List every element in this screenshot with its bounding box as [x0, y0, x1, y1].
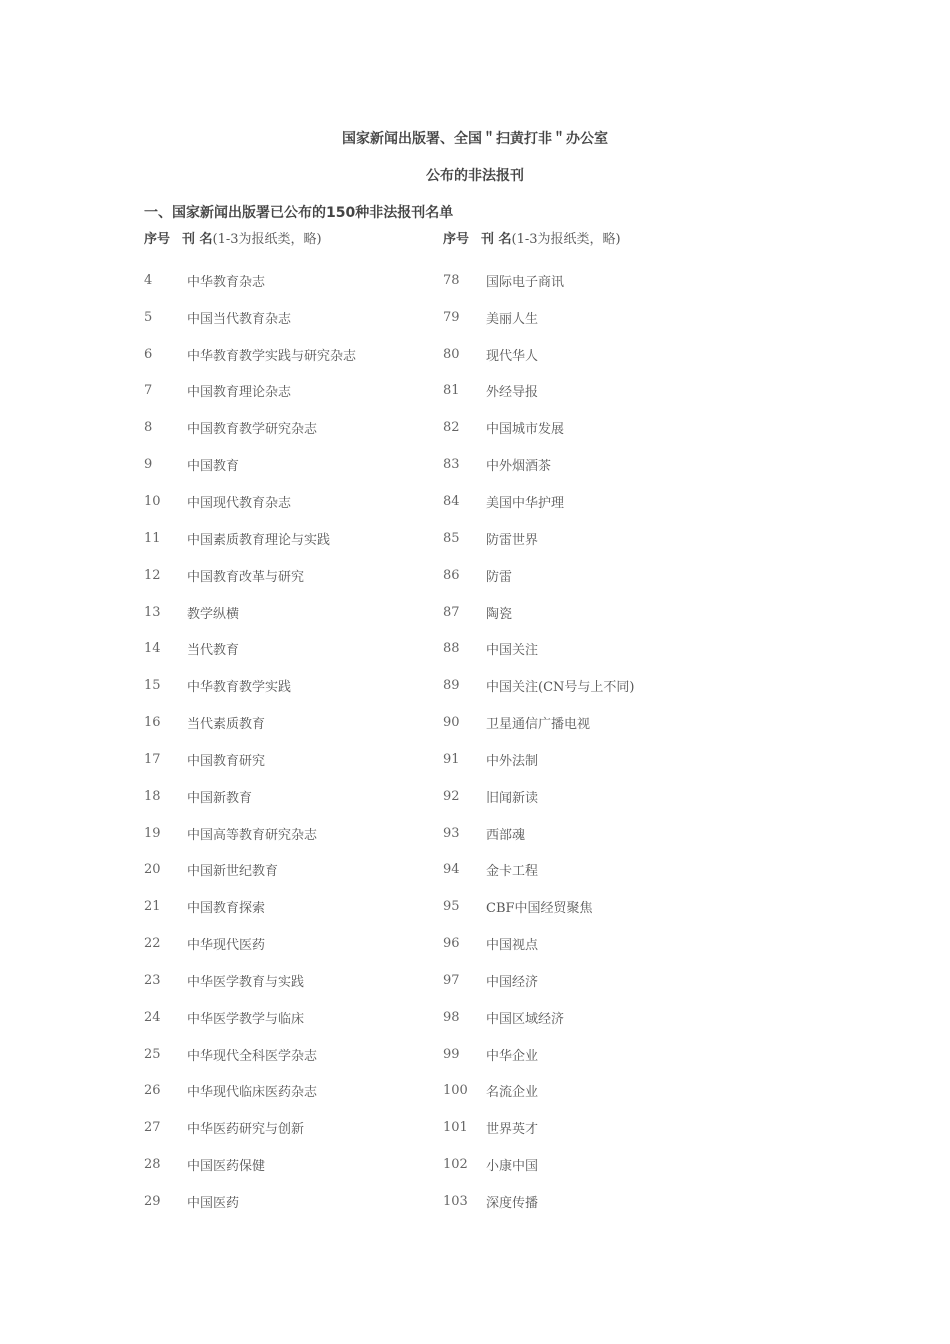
item-title: 中国当代教育杂志 [187, 311, 292, 327]
item-title: 中国教育教学研究杂志 [187, 422, 318, 438]
item-title: 教学纵横 [187, 606, 240, 622]
item-title: 中国现代教育杂志 [187, 495, 292, 511]
list-item [443, 852, 634, 889]
item-number: 96 [443, 936, 460, 952]
list-item [443, 704, 634, 741]
header-note: (1-3为报纸类，略) [212, 232, 322, 247]
item-title: 中华医学教育与实践 [187, 974, 305, 990]
item-title: 中华教育教学实践与研究杂志 [187, 348, 357, 364]
item-number: 18 [144, 788, 161, 804]
item-title: 中国新世纪教育 [187, 864, 279, 880]
item-number: 29 [144, 1194, 161, 1210]
list-item [443, 557, 634, 594]
item-title: 旧闻新读 [486, 790, 539, 806]
item-title: 中外烟酒茶 [486, 459, 552, 475]
item-title: 中华医药研究与创新 [187, 1122, 305, 1138]
left-list [144, 262, 356, 1220]
list-item [443, 336, 634, 373]
list-item [443, 888, 634, 925]
list-item [144, 557, 356, 594]
list-item [144, 446, 356, 483]
item-number: 81 [443, 383, 460, 399]
list-item [144, 373, 356, 410]
list-item [144, 520, 356, 557]
item-number: 17 [144, 751, 161, 767]
list-item [443, 1146, 634, 1183]
item-number: 5 [144, 309, 153, 325]
list-item [443, 1183, 634, 1220]
item-title: 中国视点 [486, 938, 539, 954]
list-item [443, 373, 634, 410]
item-title: 卫星通信广播电视 [486, 717, 591, 733]
item-number: 100 [443, 1083, 468, 1099]
item-title: 陶瓷 [486, 606, 513, 622]
list-item [144, 852, 356, 889]
list-item [144, 667, 356, 704]
item-title: 美丽人生 [486, 311, 539, 327]
item-number: 78 [443, 272, 460, 288]
list-item [443, 999, 634, 1036]
item-number: 97 [443, 972, 460, 988]
item-number: 22 [144, 936, 161, 952]
item-number: 19 [144, 825, 161, 841]
list-item [443, 1073, 634, 1110]
list-item [443, 815, 634, 852]
item-number: 11 [144, 530, 161, 546]
item-title: 现代华人 [486, 348, 539, 364]
item-title: 中国医药保健 [187, 1159, 266, 1175]
item-number: 82 [443, 420, 460, 436]
item-number: 28 [144, 1157, 161, 1173]
item-title: 中华企业 [486, 1048, 539, 1064]
item-title: 中国高等教育研究杂志 [187, 827, 318, 843]
right-column-header [443, 228, 621, 247]
list-item [443, 778, 634, 815]
item-title: 中华教育教学实践 [187, 680, 292, 696]
list-item [144, 704, 356, 741]
item-number: 95 [443, 899, 460, 915]
list-item [144, 778, 356, 815]
list-item [443, 1109, 634, 1146]
item-number: 99 [443, 1046, 460, 1062]
item-number: 94 [443, 862, 460, 878]
item-title: 防雷 [486, 569, 513, 585]
document-title: 国家新闻出版署、全国＂扫黄打非＂办公室 [342, 131, 608, 147]
item-title: 中国教育探索 [187, 901, 266, 917]
item-number: 85 [443, 530, 460, 546]
list-item [144, 962, 356, 999]
item-title: 中国素质教育理论与实践 [187, 532, 331, 548]
item-number: 89 [443, 678, 460, 694]
document-subtitle: 公布的非法报刊 [426, 168, 524, 184]
section-heading: 一、国家新闻出版署已公布的150种非法报刊名单 [144, 205, 454, 221]
list-item [443, 483, 634, 520]
list-item [443, 262, 634, 299]
item-number: 103 [443, 1194, 468, 1210]
seq-label: 序号 [443, 232, 470, 247]
item-number: 87 [443, 604, 460, 620]
list-item [144, 888, 356, 925]
item-number: 15 [144, 678, 161, 694]
item-title: 深度传播 [486, 1196, 539, 1212]
item-number: 102 [443, 1157, 468, 1173]
list-item [144, 1036, 356, 1073]
list-item [443, 962, 634, 999]
item-number: 101 [443, 1120, 468, 1136]
item-title: CBF中国经贸聚焦 [486, 901, 593, 917]
item-number: 9 [144, 457, 153, 473]
list-item [144, 815, 356, 852]
list-item [443, 299, 634, 336]
item-number: 80 [443, 346, 460, 362]
item-title: 中国经济 [486, 974, 539, 990]
item-title: 小康中国 [486, 1159, 539, 1175]
list-item [443, 594, 634, 631]
item-title: 中国教育理论杂志 [187, 385, 292, 401]
item-number: 83 [443, 457, 460, 473]
item-title: 中国教育改革与研究 [187, 569, 305, 585]
item-number: 20 [144, 862, 161, 878]
item-number: 16 [144, 715, 161, 731]
item-number: 92 [443, 788, 460, 804]
item-number: 12 [144, 567, 161, 583]
item-title: 中华现代临床医药杂志 [187, 1085, 318, 1101]
right-list [443, 262, 634, 1220]
item-title: 西部魂 [486, 827, 526, 843]
list-item [144, 336, 356, 373]
item-title: 中国新教育 [187, 790, 253, 806]
item-title: 中国城市发展 [486, 422, 565, 438]
list-item [443, 520, 634, 557]
list-item [144, 999, 356, 1036]
item-title: 中国区域经济 [486, 1011, 565, 1027]
item-number: 14 [144, 641, 161, 657]
item-number: 93 [443, 825, 460, 841]
list-item [443, 667, 634, 704]
item-title: 中国教育研究 [187, 753, 266, 769]
item-title: 美国中华护理 [486, 495, 565, 511]
item-title: 中华教育杂志 [187, 274, 266, 290]
list-item [144, 630, 356, 667]
list-item [144, 299, 356, 336]
list-item [144, 1146, 356, 1183]
item-number: 91 [443, 751, 460, 767]
item-number: 24 [144, 1009, 161, 1025]
item-number: 10 [144, 493, 161, 509]
left-column-header [144, 228, 322, 247]
item-title: 世界英才 [486, 1122, 539, 1138]
item-number: 84 [443, 493, 460, 509]
item-number: 8 [144, 420, 153, 436]
list-item [144, 594, 356, 631]
list-item [144, 1183, 356, 1220]
seq-label: 序号 [144, 232, 171, 247]
item-title: 中国医药 [187, 1196, 240, 1212]
item-title: 中外法制 [486, 753, 539, 769]
item-title: 中华现代医药 [187, 938, 266, 954]
item-title: 中华医学教学与临床 [187, 1011, 305, 1027]
header-note: (1-3为报纸类，略) [511, 232, 621, 247]
item-number: 4 [144, 272, 153, 288]
item-number: 90 [443, 715, 460, 731]
list-item [144, 262, 356, 299]
list-item [144, 483, 356, 520]
list-item [144, 409, 356, 446]
item-number: 79 [443, 309, 460, 325]
item-number: 98 [443, 1009, 460, 1025]
list-item [144, 741, 356, 778]
item-title: 中国教育 [187, 459, 240, 475]
list-item [144, 1109, 356, 1146]
list-item [443, 741, 634, 778]
item-title: 中国关注 [486, 643, 539, 659]
list-item [443, 1036, 634, 1073]
item-title: 中华现代全科医学杂志 [187, 1048, 318, 1064]
item-number: 7 [144, 383, 153, 399]
item-title: 国际电子商讯 [486, 274, 565, 290]
item-title: 金卡工程 [486, 864, 539, 880]
item-number: 26 [144, 1083, 161, 1099]
item-number: 6 [144, 346, 153, 362]
list-item [144, 925, 356, 962]
item-title: 外经导报 [486, 385, 539, 401]
name-label: 刊 名 [182, 232, 213, 247]
list-item [443, 630, 634, 667]
name-label: 刊 名 [481, 232, 512, 247]
item-number: 25 [144, 1046, 161, 1062]
item-number: 13 [144, 604, 161, 620]
item-title: 名流企业 [486, 1085, 539, 1101]
item-number: 27 [144, 1120, 161, 1136]
list-item [443, 446, 634, 483]
list-item [144, 1073, 356, 1110]
list-item [443, 409, 634, 446]
item-number: 86 [443, 567, 460, 583]
list-item [443, 925, 634, 962]
item-title: 防雷世界 [486, 532, 539, 548]
item-title: 中国关注(CN号与上不同) [486, 680, 635, 696]
item-title: 当代素质教育 [187, 717, 266, 733]
item-title: 当代教育 [187, 643, 240, 659]
item-number: 23 [144, 972, 161, 988]
item-number: 21 [144, 899, 161, 915]
item-number: 88 [443, 641, 460, 657]
